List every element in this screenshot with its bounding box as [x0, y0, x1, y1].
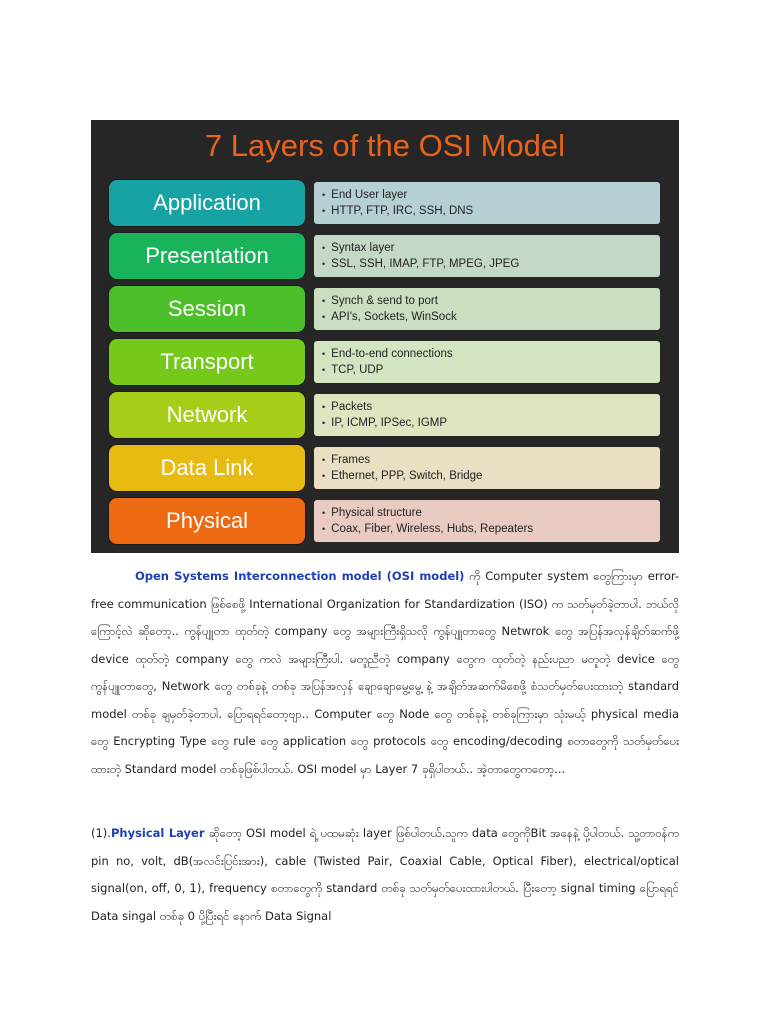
osi-model-highlight: Open Systems Interconnection model (OSI model) — [135, 569, 465, 583]
layer-bullet: • Syntax layer — [322, 240, 652, 256]
layer-name-box: Application — [109, 180, 305, 226]
osi-layer-row — [109, 392, 661, 438]
intro-paragraph-text: ကို Computer system တွေကြားမှာ error-free communication ဖြစ်စေဖို့ International Organization for Standardization (ISO) က သတ်မှတ်ခဲ့တာပါ. ဘယ်လိုကြောင့်လဲ ဆိုတော့.. ကွန်ပျူတာ ထုတ်တဲ့ company တွေ အများကြီးရှိသလို ကွန်ပျူတာတွေ Netwrok တွေ အပြန်အလှန်ချိတ်ဆက်ဖို့ device ထုတ်တဲ့ company တွေ ကလဲ အများကြီးပါ. မတူညီတဲ့ company တွေက ထုတ်တဲ့ နည်းပညာ မတူတဲ့ device တွေ ကွန်ပျူတာတွေ, Network တွေ တစ်ခုနဲ့ တစ်ခု အပြန်အလှန် ချောချောမွေ့မွေ့ နဲ့ အချိတ်အဆက်မိစေဖို့ စံသတ်မှတ်ပေးထားတဲ့ standard model တစ်ခု ချမှတ်ခဲ့တာပါ. ပြောရရင်တော့ဗျာ.. Computer တွေ Node တွေ တစ်ခုနဲ့ တစ်ခုကြားမှာ သုံးမယ့် physical media တွေ Encrypting Type တွေ rule တွေ application တွေ protocols တွေ encoding/decoding စတာတွေကို သတ်မှတ်ပေးထားတဲ့ Standard model တစ်ခုဖြစ်ပါတယ်. OSI model မှာ Layer 7 ခုရှိပါတယ်.. အဲ့တာတွေကတော့... — [91, 569, 679, 776]
layer-description-box — [314, 235, 660, 277]
osi-layer-row — [109, 180, 661, 226]
layer-name-box: Transport — [109, 339, 305, 385]
intro-paragraph — [91, 563, 679, 783]
layer-bullet: • End User layer — [322, 187, 652, 203]
physical-layer-highlight: Physical Layer — [110, 826, 205, 840]
osi-layer-row — [109, 286, 661, 332]
osi-layer-row — [109, 445, 661, 491]
osi-layer-row — [109, 339, 661, 385]
layer-bullet: • End-to-end connections — [322, 346, 652, 362]
layer-name-box: Network — [109, 392, 305, 438]
layer-name-box: Physical — [109, 498, 305, 544]
layer-description-box — [314, 447, 660, 489]
layer-description-box — [314, 182, 660, 224]
figure-title: 7 Layers of the OSI Model — [204, 128, 566, 163]
layer-bullet: • SSL, SSH, IMAP, FTP, MPEG, JPEG — [322, 256, 652, 272]
layer-description-box — [314, 341, 660, 383]
layer-bullet: • HTTP, FTP, IRC, SSH, DNS — [322, 203, 652, 219]
layer-bullet: • TCP, UDP — [322, 362, 652, 378]
layer-name-box: Presentation — [109, 233, 305, 279]
layer-bullet: • Coax, Fiber, Wireless, Hubs, Repeaters — [322, 521, 652, 537]
osi-layer-row — [109, 498, 661, 544]
layer-description-box — [314, 500, 660, 542]
osi-layer-row — [109, 233, 661, 279]
layer-bullet: • Synch & send to port — [322, 293, 652, 309]
physical-layer-paragraph — [91, 820, 679, 930]
layer-bullet: • API's, Sockets, WinSock — [322, 309, 652, 325]
layer-name-box: Session — [109, 286, 305, 332]
layer-bullet: • Packets — [322, 399, 652, 415]
layer-description-box — [314, 394, 660, 436]
list-number: (1). — [91, 826, 111, 840]
osi-model-figure — [91, 120, 679, 553]
layer-description-box — [314, 288, 660, 330]
physical-layer-text: ဆိုတော့ OSI model ရဲ့ ပထမဆုံး layer ဖြစ်ပါတယ်.သူက data တွေကိုBit အနေနဲ့ ပို့ပါတယ်. သူ့တာဝန်က pin no, volt, dB(အလင်းပြင်းအား), cable (Twisted Pair, Coaxial Cable, Optical Fiber), electrical/optical signal(on, off, 0, 1), frequency စတာတွေကို standard တစ်ခု သတ်မှတ်ပေးထားပါတယ်. ပြီးတော့ signal timing ပြောရရင် Data singal တစ်ခု 0 ပို့ပြီးရင် နောက် Data Signal — [91, 826, 679, 923]
layer-bullet: • Physical structure — [322, 505, 652, 521]
layer-bullet: • IP, ICMP, IPSec, IGMP — [322, 415, 652, 431]
layer-bullet: • Frames — [322, 452, 652, 468]
layer-name-box: Data Link — [109, 445, 305, 491]
layer-bullet: • Ethernet, PPP, Switch, Bridge — [322, 468, 652, 484]
